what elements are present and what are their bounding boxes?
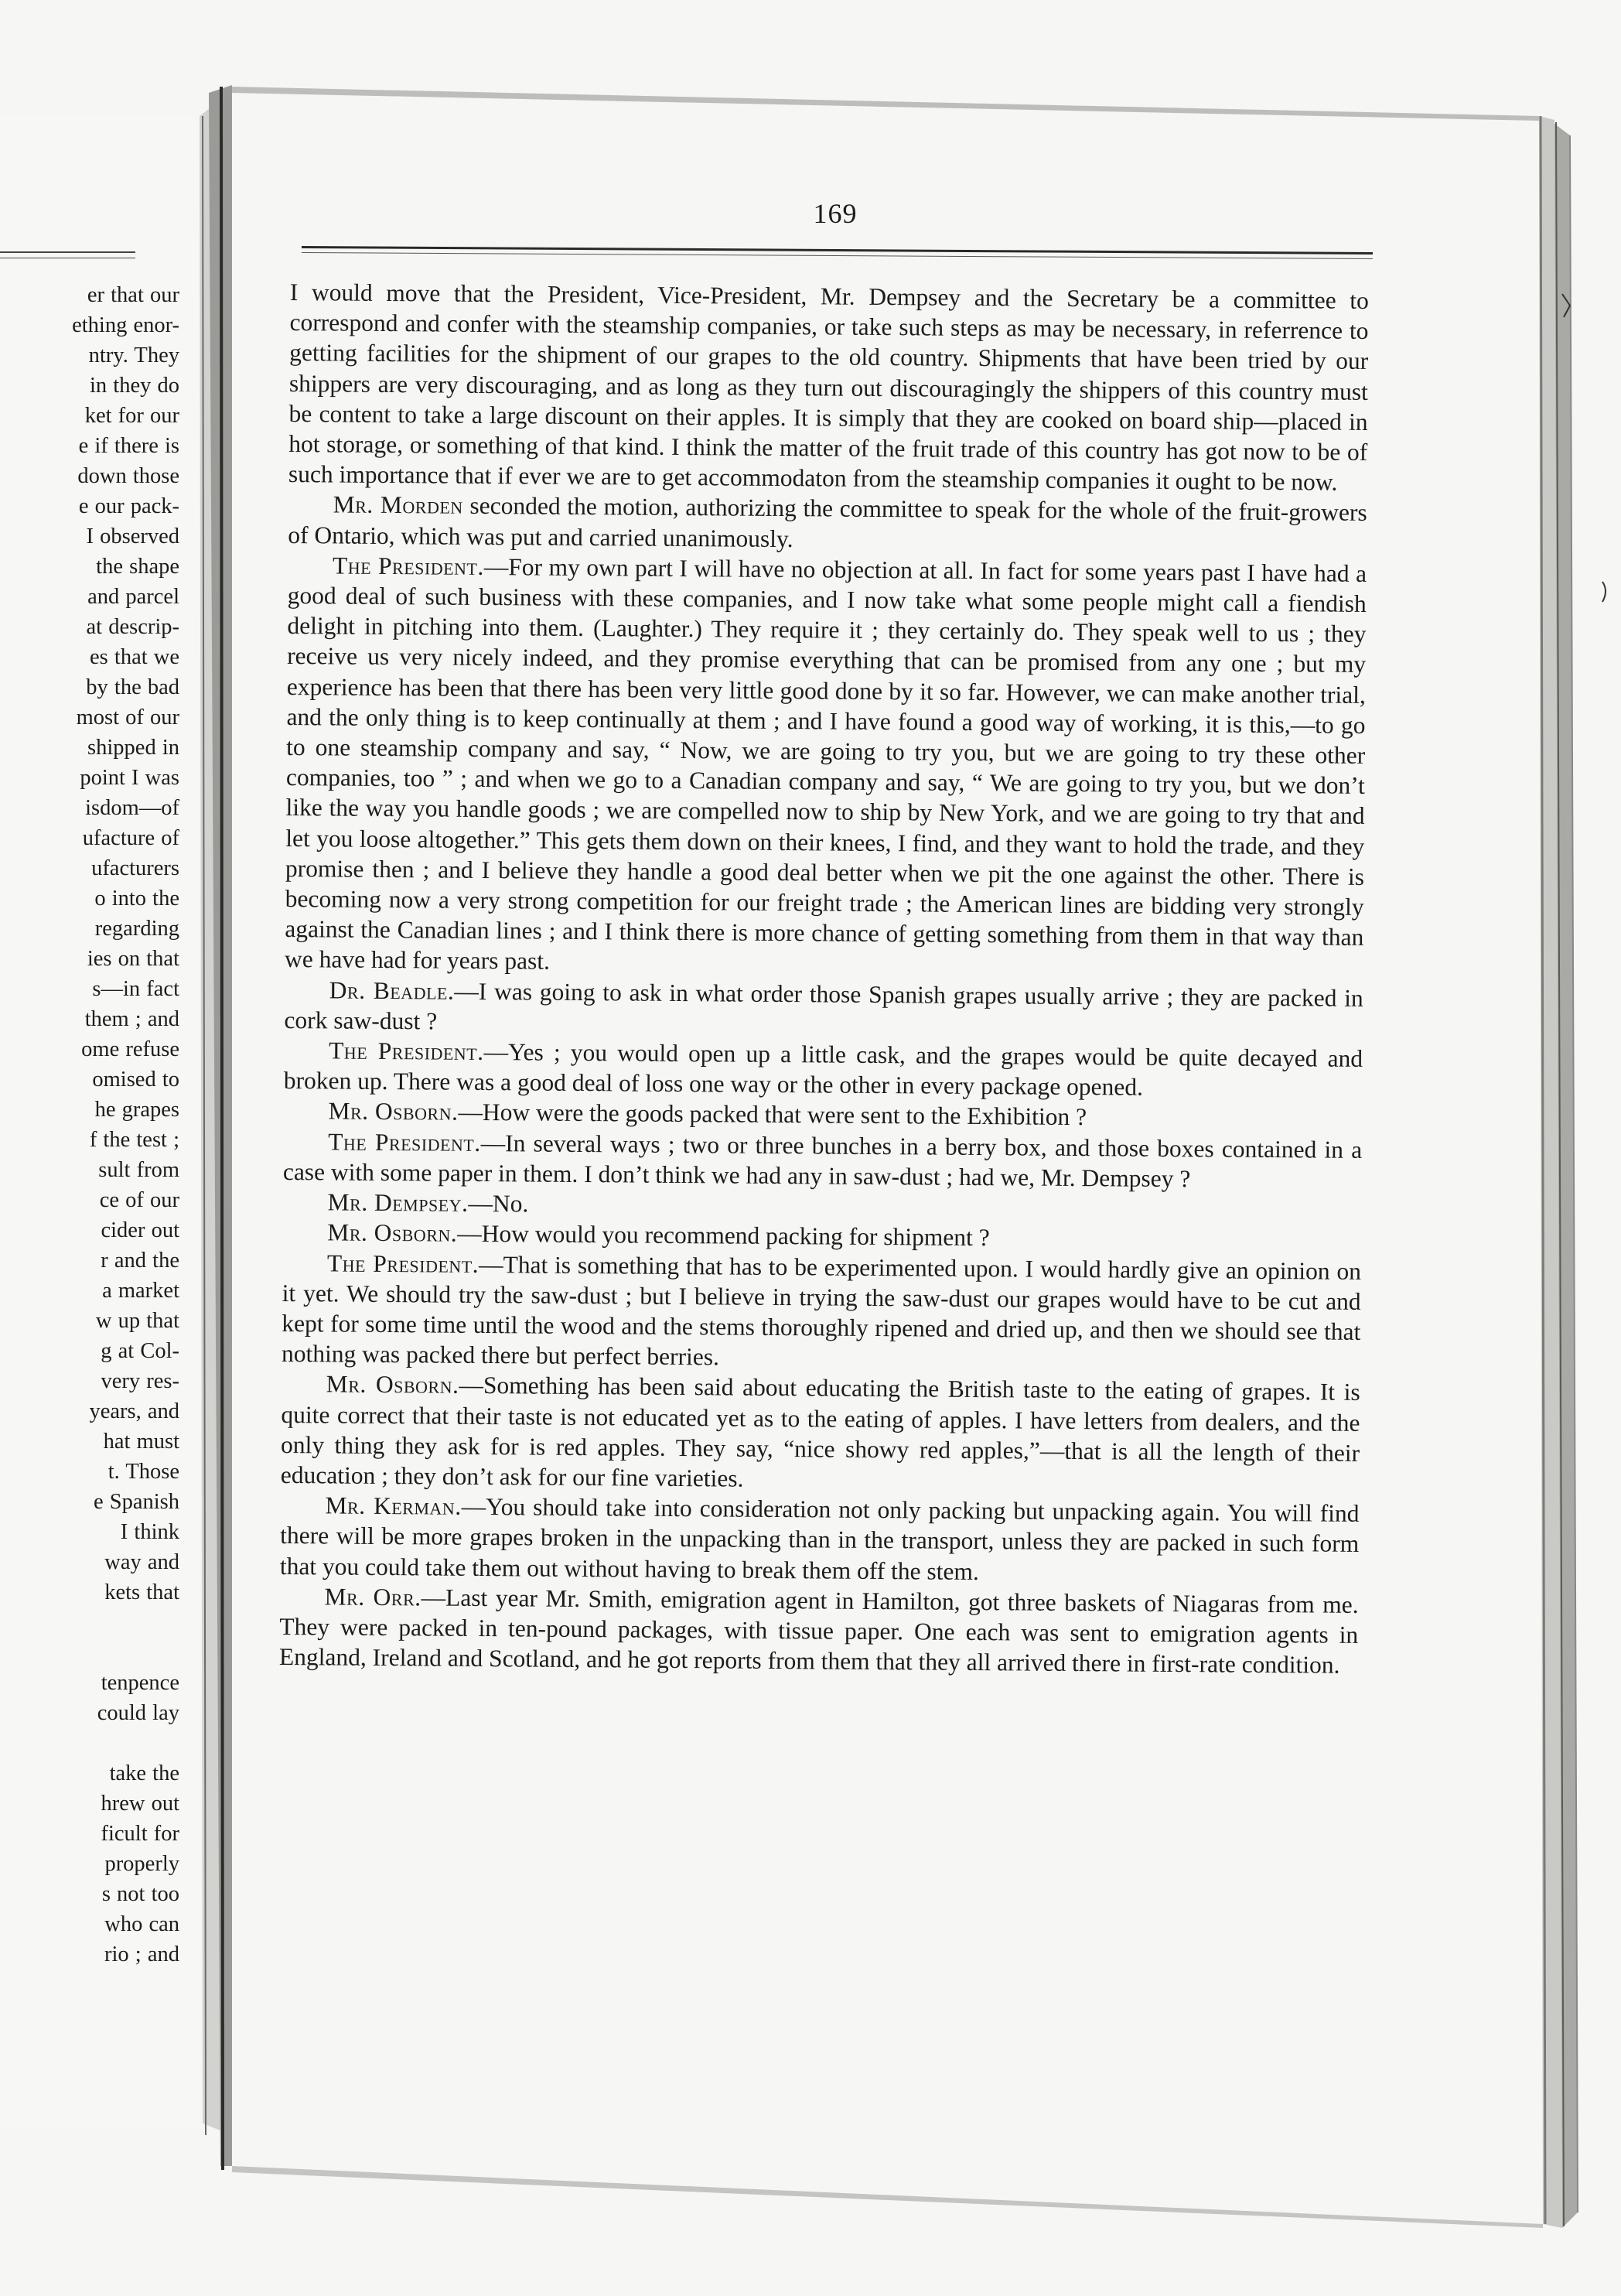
left-page-line: s not too — [101, 1882, 179, 1906]
left-page-line: down those — [77, 464, 179, 488]
paragraph — [281, 1368, 1360, 1498]
left-page-line: tenpence — [101, 1671, 179, 1695]
left-page-line: hat must — [103, 1430, 179, 1454]
speaker-name: The President. — [329, 1037, 484, 1066]
left-page-line: them ; and — [84, 1007, 179, 1031]
speaker-name: The President. — [328, 1128, 481, 1157]
left-page-line: and parcel — [87, 585, 179, 609]
paragraph — [288, 489, 1367, 558]
left-page-line: e Spanish — [93, 1490, 179, 1514]
paragraph-text: I would move that the President, Vice-President, Mr. Dempsey and the Secretary be a committee to correspond and confer with the steamship companies, or take such steps as may be necessary, in referrence to getting facilities for the shipment of our grapes to the old country. Shipments that have been tried by our shippers are very discouraging, and as long as they turn out discouragingly the shippers of this country must be content to take a large discount on their apples. It is simply that they are cooked on board ship—placed in hot storage, or something of that kind. I think the matter of the fruit trade of this country has got now to be of such importance that if ever we are to get accommodaton from the steamship companies it ought to be now. — [288, 278, 1369, 496]
left-page-line: ficult for — [101, 1822, 179, 1846]
left-page-line: he grapes — [94, 1098, 179, 1122]
left-page-line: I think — [120, 1520, 179, 1544]
left-page-line: ome refuse — [81, 1037, 179, 1061]
left-page-line: rio ; and — [104, 1942, 179, 1966]
paragraph-text: —You should take into consideration not only packing but unpacking again. You will find there will be more grapes broken in the unpacking than in the transport, unless they are packed in such form that you could take them out without having to break them off the stem. — [279, 1492, 1360, 1585]
left-page-line: kets that — [104, 1580, 179, 1604]
left-page-line: ies on that — [87, 947, 179, 971]
left-page-line: sult from — [98, 1158, 179, 1182]
left-page-line: omised to — [92, 1068, 179, 1092]
left-page-line: t. Those — [107, 1460, 179, 1484]
left-page-line: o into the — [94, 887, 179, 911]
left-page-line: way and — [104, 1550, 179, 1574]
left-page-line: take the — [109, 1761, 179, 1785]
left-page-line: hrew out — [101, 1792, 179, 1816]
left-page-line: shipped in — [87, 736, 179, 760]
paragraph — [284, 1035, 1363, 1104]
speaker-name: Mr. Kerman. — [325, 1491, 462, 1520]
paragraph-text: —I was going to ask in what order those Spanish grapes usually arrive ; they are packed in cork saw-dust ? — [284, 977, 1363, 1035]
paragraph-text: —How would you recommend packing for shipment ? — [457, 1220, 990, 1252]
left-page-line: ufacturers — [91, 856, 179, 880]
left-page-line: ething enor- — [72, 313, 179, 337]
left-page-line: r and the — [101, 1249, 179, 1273]
left-page-line: e if there is — [78, 434, 179, 458]
left-page-line: er that our — [87, 283, 179, 307]
paragraph-text: —Last year Mr. Smith, emigration agent in Hamilton, got three baskets of Niagaras from me. They were packed in ten-pound packages, with tissue paper. One each was sent to emigration agents in England, Ireland and Scotland, and he got reports from them that they all arrived there in first-rate condition. — [278, 1584, 1359, 1679]
left-page-line: years, and — [89, 1399, 179, 1423]
left-page-line: cider out — [101, 1218, 179, 1242]
body-text — [279, 277, 1369, 1680]
speaker-name: Mr. Orr. — [324, 1583, 421, 1611]
paragraph — [279, 1581, 1359, 1681]
left-page-line: g at Col- — [101, 1339, 179, 1363]
left-facing-page — [0, 116, 200, 2127]
paragraph — [285, 550, 1367, 983]
left-page-line: a market — [102, 1279, 179, 1303]
speaker-name: The President. — [332, 552, 484, 580]
paragraph-text: —In several ways ; two or three bunches in a berry box, and those boxes contained in a case with some paper in them. I don’t think we had any in saw-dust ; had we, Mr. Dempsey ? — [282, 1129, 1363, 1193]
paragraph — [282, 1247, 1361, 1377]
paragraph-text: —No. — [468, 1189, 529, 1218]
left-page-line — [0, 1728, 179, 1758]
paragraph-text: —How were the goods packed that were sent to the Exhibition ? — [458, 1098, 1087, 1131]
left-page-line: point I was — [80, 766, 179, 790]
left-page-line: at descrip- — [86, 615, 179, 639]
speaker-name: Dr. Beadle. — [329, 976, 455, 1005]
paragraph-text: —Yes ; you would open up a little cask, and the grapes would be quite decayed and broken up. There was a good deal of loss one way or the other in every package opened. — [283, 1038, 1363, 1101]
speaker-name: Mr. Osborn. — [326, 1370, 459, 1399]
paragraph — [284, 975, 1363, 1044]
paragraph — [283, 1126, 1363, 1195]
left-page-line — [0, 1608, 179, 1638]
left-page-line: properly — [104, 1852, 179, 1876]
left-page-line: ntry. They — [88, 343, 179, 367]
left-page-line: could lay — [97, 1701, 179, 1725]
left-page-line: ce of our — [99, 1188, 179, 1212]
left-page-line: isdom—of — [85, 796, 179, 820]
left-page-text — [0, 280, 179, 1970]
left-page-line: the shape — [96, 555, 179, 579]
paragraph — [288, 277, 1369, 497]
left-page-line: es that we — [90, 645, 179, 669]
left-page-line: ket for our — [84, 404, 179, 428]
paragraph — [280, 1490, 1360, 1590]
paragraph-text: —For my own part I will have no objection at all. In fact for some years past I have had a good deal of such business with these companies, and I now take what some people might call a fiendish delight in pitching into them. (Laughter.) They require it ; they certainly do. They speak well to us ; they receive us very nicely indeed, and they promise everything that can be promised from any one ; but my experience has been that there has been very little good done by it so far. However, we can make another trial, and the only thing is to keep continually at them ; and I have found a good way of working, it is this,—to go to one steamship company and say, “ Now, we are going to try you, but we are going to try these other companies, too ” ; and when we go to a Canadian company and say, “ We are going to try you, but we don’t like the way you handle goods ; we are compelled now to ship by New York, and we are going to try that and let you loose altogether.” This gets them down on their knees, I find, and they want to hold the trade, and they promise then ; and I believe they handle a good deal better when we pit the one against the other. There is becoming now a very strong competition for our freight trade ; the American lines are bidding very strongly against the Canadian lines ; and I think there is more chance of getting something from them in that way than we have had for years past. — [284, 552, 1367, 975]
page-number: 169 — [813, 198, 858, 229]
left-page-line: I observed — [86, 524, 179, 548]
paragraph-text: —That is something that has to be experimented upon. I would hardly give an opinion on it yet. We should try the saw-dust ; but I believe in trying the saw-dust our grapes would have to be cut and kept for some time until the wood and the stems thoroughly ripened and dried up, and then we should see that nothing was packed there but perfect berries. — [281, 1250, 1362, 1371]
left-page-line: who can — [104, 1912, 179, 1936]
left-page-line: most of our — [76, 706, 179, 729]
left-page-line: f the test ; — [89, 1128, 179, 1152]
paragraph-text: seconded the motion, authorizing the committee to speak for the whole of the fruit-growers of Ontario, which was put and carried unanimously. — [288, 492, 1367, 552]
left-page-line: regarding — [94, 917, 179, 941]
speaker-name: The President. — [326, 1249, 479, 1278]
left-page-line: w up that — [95, 1309, 179, 1333]
paragraph-text: —Something has been said about educating the British taste to the eating of grapes. It is quite correct that their taste is not educated yet as to the eating of apples. I have letters from dealers, and the only thing they ask for is red apples. They say, “nice showy red apples,”—that is all the length of their education ; they don’t ask for our fine varieties. — [280, 1372, 1360, 1492]
left-page-line: s—in fact — [92, 977, 179, 1001]
left-page-line: by the bad — [86, 675, 179, 699]
left-page-line — [0, 1638, 179, 1668]
speaker-name: Mr. Osborn. — [328, 1097, 459, 1126]
speaker-name: Mr. Morden — [333, 490, 463, 520]
left-header-rule — [0, 251, 135, 253]
speaker-name: Mr. Dempsey. — [327, 1188, 469, 1217]
left-page-line: in they do — [90, 374, 179, 398]
left-page-line: ufacture of — [82, 826, 179, 850]
left-page-line: e our pack- — [78, 494, 179, 518]
speaker-name: Mr. Osborn. — [327, 1218, 458, 1248]
left-page-line: very res- — [101, 1369, 179, 1393]
